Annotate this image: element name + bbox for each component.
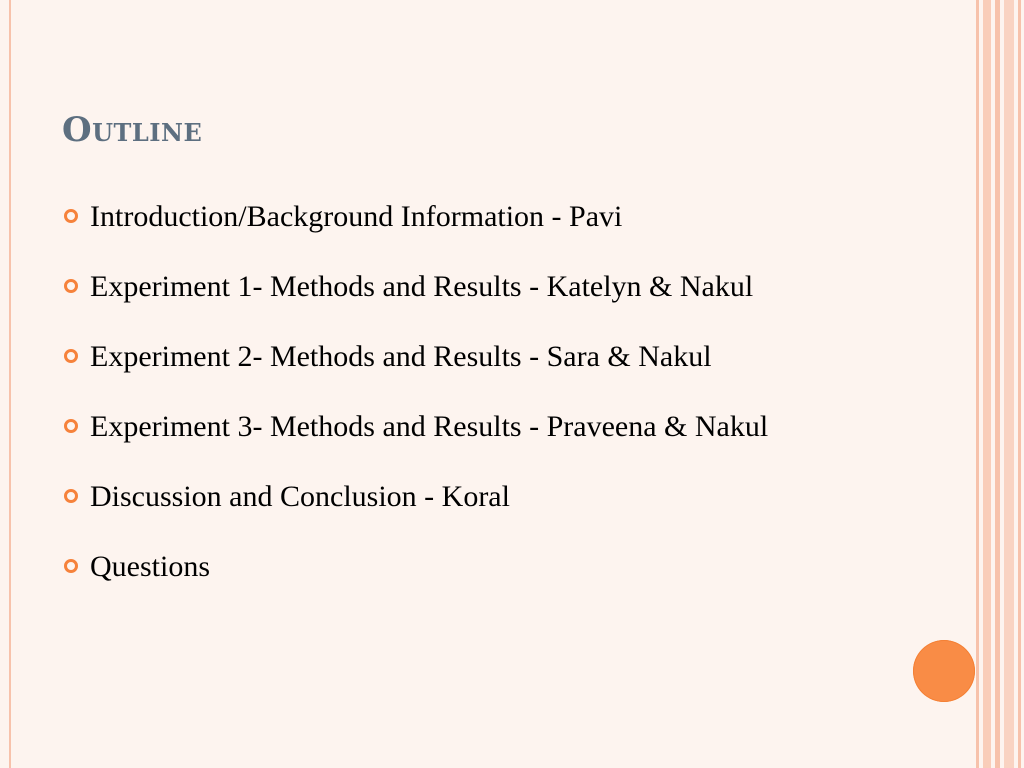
stripe bbox=[983, 0, 991, 768]
circle-bullet-icon bbox=[64, 419, 78, 433]
list-item bbox=[62, 326, 962, 387]
bullet-text: Experiment 2- Methods and Results - Sara & Nakul bbox=[90, 340, 712, 373]
bullet-text: Experiment 1- Methods and Results - Katelyn & Nakul bbox=[90, 270, 754, 303]
left-border-line bbox=[9, 0, 11, 768]
bullet-text: Discussion and Conclusion - Koral bbox=[90, 480, 510, 513]
list-item bbox=[62, 186, 962, 247]
bullet-text: Introduction/Background Information - Pavi bbox=[90, 200, 623, 233]
orange-circle-icon bbox=[913, 640, 975, 702]
list-item bbox=[62, 256, 962, 317]
list-item bbox=[62, 536, 962, 597]
circle-bullet-icon bbox=[64, 209, 78, 223]
stripe bbox=[995, 0, 1000, 768]
right-decorative-stripes bbox=[976, 0, 1024, 768]
bullet-text: Questions bbox=[90, 550, 210, 583]
list-item bbox=[62, 466, 962, 527]
slide-title: Outline bbox=[62, 110, 203, 150]
stripe bbox=[1018, 0, 1021, 768]
bullet-list bbox=[62, 186, 962, 606]
circle-bullet-icon bbox=[64, 279, 78, 293]
list-item bbox=[62, 396, 890, 457]
circle-bullet-icon bbox=[64, 489, 78, 503]
stripe bbox=[976, 0, 979, 768]
circle-bullet-icon bbox=[64, 349, 78, 363]
circle-bullet-icon bbox=[64, 559, 78, 573]
stripe bbox=[1004, 0, 1014, 768]
bullet-text: Experiment 3- Methods and Results - Praveena & Nakul bbox=[90, 410, 769, 443]
